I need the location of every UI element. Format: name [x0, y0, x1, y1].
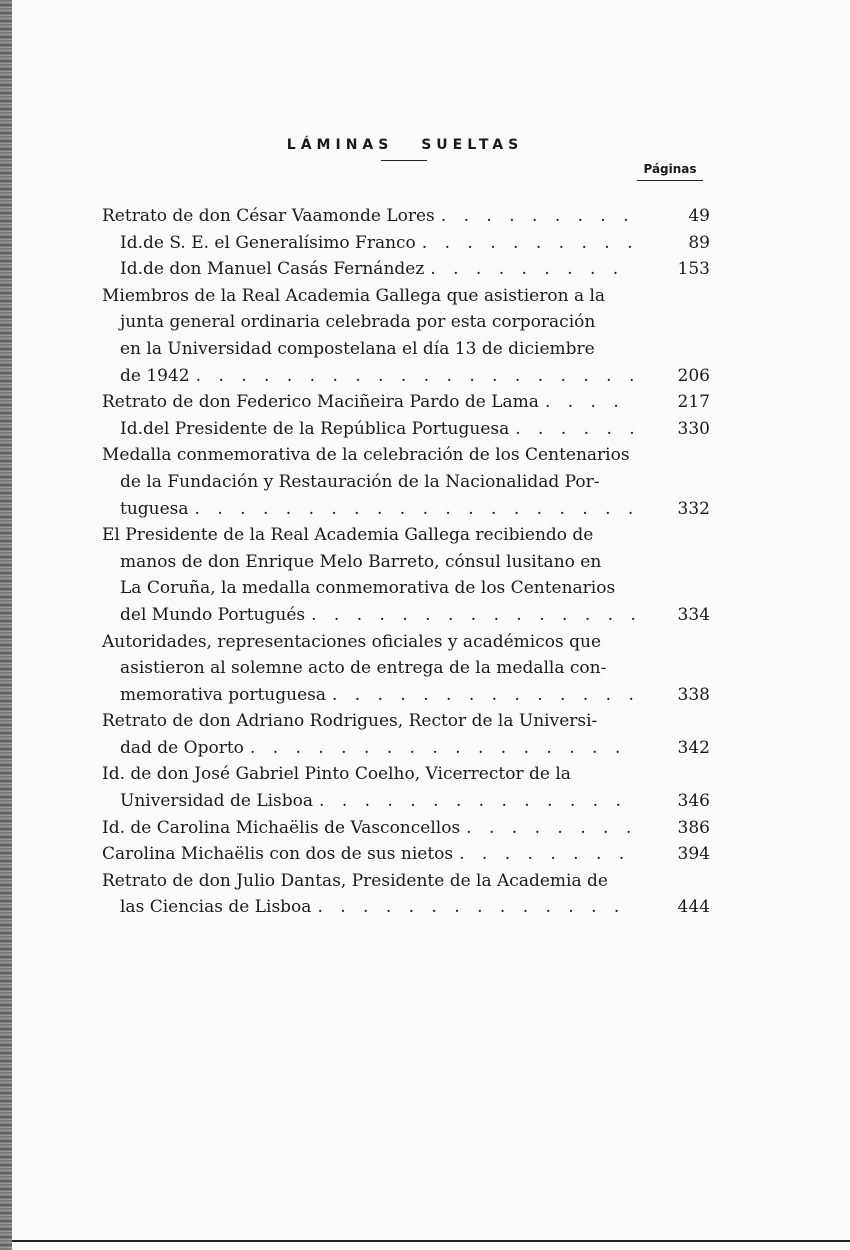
entry-text — [102, 708, 636, 761]
entry-line — [102, 735, 636, 762]
plates-index-list — [102, 203, 710, 921]
entry-line — [102, 256, 636, 283]
title-rule — [381, 160, 427, 161]
dot-leader — [305, 602, 636, 629]
page-number: 330 — [677, 418, 710, 439]
entry-line-text: Retrato de don Julio Dantas, Presidente de la Academia de — [102, 870, 608, 891]
entry-line-text: Retrato de don César Vaamonde Lores — [102, 206, 435, 226]
index-entry — [102, 416, 710, 443]
page-number: 394 — [677, 844, 710, 865]
entry-text — [102, 416, 636, 443]
entry-line — [102, 655, 636, 682]
dot-leader — [435, 203, 636, 230]
entry-line-text: asistieron al solemne acto de entrega de la medalla con- — [120, 658, 607, 679]
entry-line — [102, 602, 636, 629]
entry-line — [102, 629, 636, 656]
entry-line — [102, 575, 636, 602]
entry-line-text: tuguesa — [120, 498, 189, 519]
entry-line — [102, 815, 636, 842]
page-number: 49 — [688, 206, 710, 226]
index-entry — [102, 522, 710, 628]
index-entry — [102, 256, 710, 283]
entry-line-text: El Presidente de la Real Academia Gallega recibiendo de — [102, 525, 594, 546]
entry-line — [102, 841, 636, 868]
index-entry — [102, 389, 710, 416]
dot-leader — [424, 256, 636, 283]
page-number: 338 — [677, 684, 710, 705]
ditto-prefix: Id. — [120, 418, 144, 439]
index-entry — [102, 442, 710, 522]
entry-line-text: Retrato de don Adriano Rodrigues, Rector de la Universi- — [102, 711, 598, 732]
entry-text — [102, 256, 636, 283]
page-number: 217 — [677, 392, 710, 413]
index-entry — [102, 708, 710, 761]
dot-leader — [311, 894, 636, 921]
page-number: 342 — [677, 737, 710, 758]
entry-line — [102, 389, 636, 416]
dot-leader — [416, 230, 636, 257]
entry-line-text: Universidad de Lisboa — [120, 791, 314, 812]
entry-line — [102, 894, 636, 921]
entry-line — [102, 283, 636, 310]
entry-line-text: memorativa portuguesa — [120, 684, 326, 705]
dot-leader — [539, 389, 636, 416]
entry-line — [102, 788, 636, 815]
dot-leader — [453, 841, 636, 868]
entry-text — [102, 230, 636, 257]
entry-line — [102, 416, 636, 443]
entry-line-text: Medalla conmemorativa de la celebración de los Centenarios — [102, 445, 630, 466]
entry-line — [102, 469, 636, 496]
entry-line-text: de don Manuel Casás Fernández — [143, 259, 425, 280]
entry-line — [102, 549, 636, 576]
dot-leader — [509, 416, 636, 443]
entry-line — [102, 496, 636, 523]
entry-line-text: Id. de Carolina Michaëlis de Vasconcellos — [102, 817, 461, 838]
entry-line-text: del Mundo Portugués — [120, 604, 306, 625]
entry-line-text: Id. de don José Gabriel Pinto Coelho, Vicerrector de la — [102, 764, 571, 785]
page-title: LÁMINAS SUELTAS — [286, 137, 524, 154]
entry-text — [102, 522, 636, 628]
entry-line — [102, 309, 636, 336]
page-number: 346 — [677, 791, 710, 812]
entry-line-text: manos de don Enrique Melo Barreto, cónsul lusitano en — [120, 551, 602, 572]
entry-line — [102, 761, 636, 788]
entry-line — [102, 442, 636, 469]
entry-line-text: en la Universidad compostelana el día 13 de diciembre — [120, 338, 595, 359]
dot-leader — [460, 815, 636, 842]
index-entry — [102, 283, 710, 389]
entry-line-text: Carolina Michaëlis con dos de sus nietos — [102, 844, 454, 865]
entry-line-text: junta general ordinaria celebrada por esta corporación — [120, 312, 596, 333]
page-number: 153 — [677, 259, 710, 280]
entry-line — [102, 363, 636, 390]
entry-line — [102, 522, 636, 549]
index-entry — [102, 761, 710, 814]
dot-leader — [244, 735, 636, 762]
entry-line-text: La Coruña, la medalla conmemorativa de los Centenarios — [120, 578, 616, 599]
pages-column-label: Páginas — [637, 162, 703, 181]
entry-line-text: de 1942 — [120, 365, 190, 386]
entry-text — [102, 442, 636, 522]
index-entry — [102, 815, 710, 842]
page-number: 206 — [677, 365, 710, 386]
entry-text — [102, 761, 636, 814]
entry-text — [102, 629, 636, 709]
index-entry — [102, 868, 710, 921]
dot-leader — [190, 363, 636, 390]
ditto-prefix: Id. — [120, 259, 144, 280]
page-number: 386 — [677, 817, 710, 838]
entry-text — [102, 203, 636, 230]
entry-line — [102, 230, 636, 257]
dot-leader — [326, 682, 636, 709]
page-number: 332 — [677, 498, 710, 519]
page-number: 444 — [677, 897, 710, 918]
ditto-prefix: Id. — [120, 232, 144, 253]
entry-line-text: de la Fundación y Restauración de la Nacionalidad Por- — [120, 471, 600, 492]
index-entry — [102, 203, 710, 230]
entry-text — [102, 283, 636, 389]
entry-line-text: Retrato de don Federico Maciñeira Pardo de Lama — [102, 392, 539, 413]
entry-text — [102, 815, 636, 842]
bottom-rule — [12, 1240, 850, 1242]
entry-line-text: del Presidente de la República Portuguesa — [143, 418, 510, 439]
entry-line — [102, 336, 636, 363]
index-entry — [102, 841, 710, 868]
entry-line-text: Miembros de la Real Academia Gallega que asistieron a la — [102, 285, 606, 306]
entry-line — [102, 203, 636, 230]
entry-line-text: dad de Oporto — [120, 737, 244, 758]
entry-line-text: Autoridades, representaciones oficiales y académicos que — [102, 631, 602, 652]
entry-line — [102, 708, 636, 735]
dot-leader — [189, 496, 636, 523]
index-entry — [102, 230, 710, 257]
entry-line-text: las Ciencias de Lisboa — [120, 897, 312, 918]
entry-line — [102, 868, 636, 895]
dot-leader — [313, 788, 636, 815]
entry-text — [102, 868, 636, 921]
index-entry — [102, 629, 710, 709]
entry-line-text: de S. E. el Generalísimo Franco — [143, 232, 416, 253]
page-number: 334 — [677, 604, 710, 625]
entry-line — [102, 682, 636, 709]
entry-text — [102, 841, 636, 868]
page-number: 89 — [688, 232, 710, 253]
entry-text — [102, 389, 636, 416]
binding-edge — [0, 0, 12, 1250]
